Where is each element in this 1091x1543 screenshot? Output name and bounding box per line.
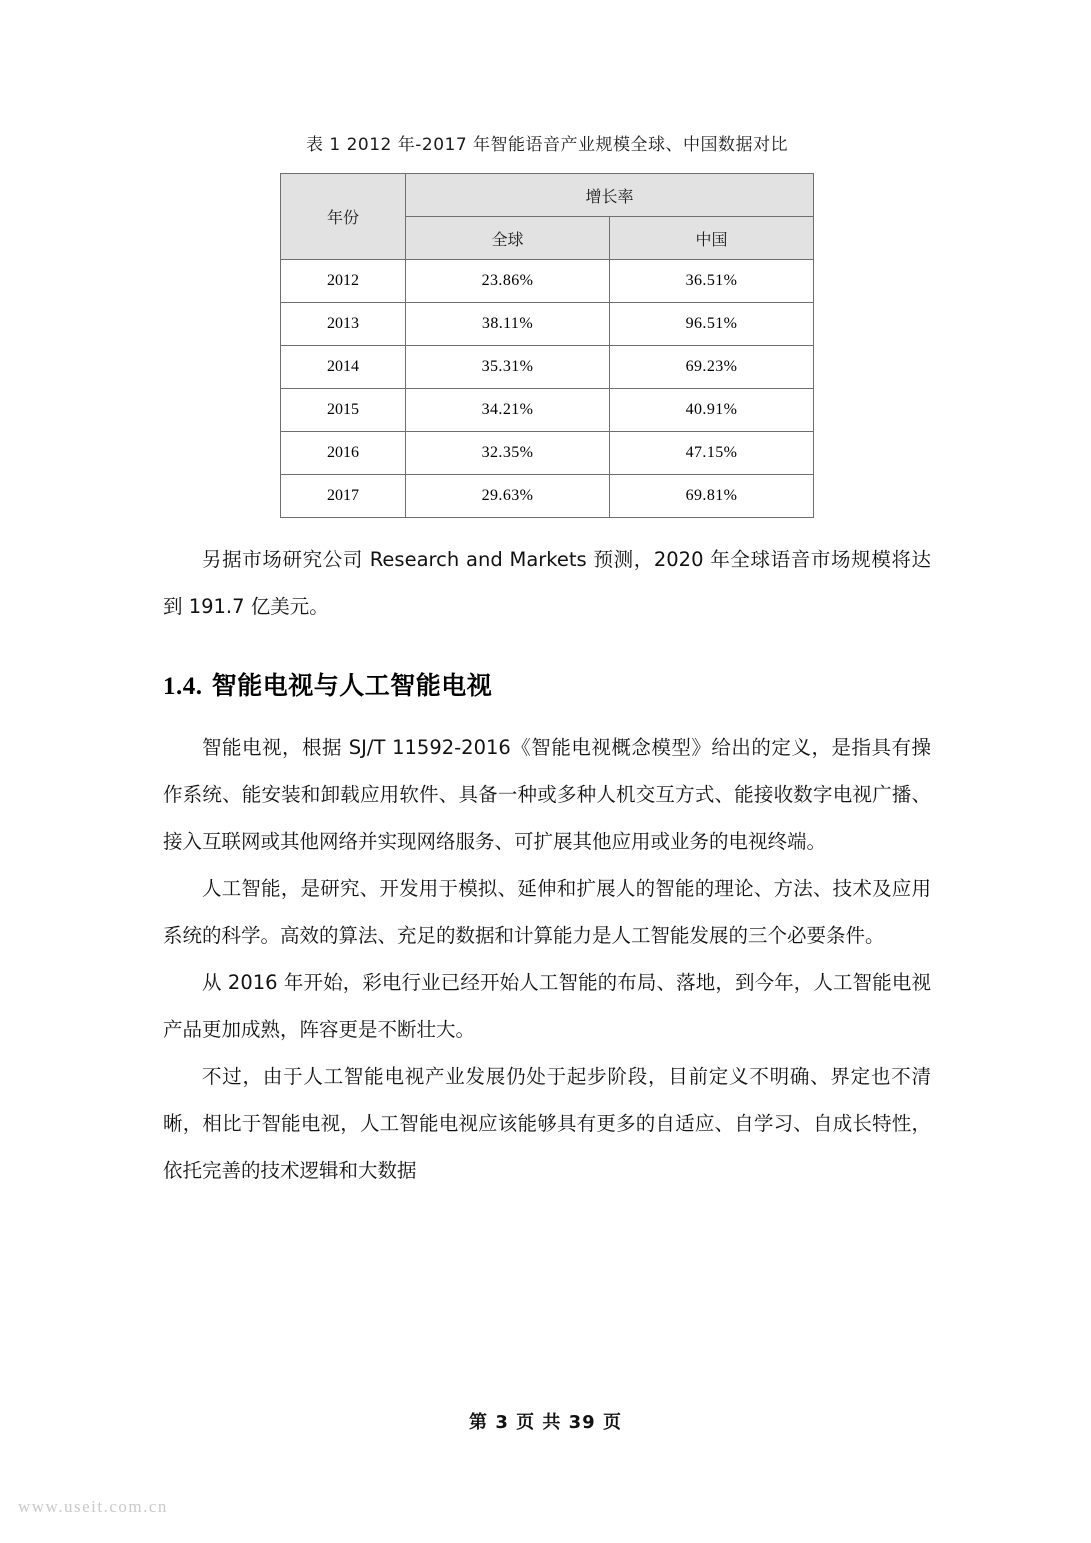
cell-year: 2012 [281,260,406,303]
section-heading [163,666,931,702]
table-row [281,389,814,432]
cell-year: 2015 [281,389,406,432]
paragraph-industry-status: 不过，由于人工智能电视产业发展仍处于起步阶段，目前定义不明确、界定也不清晰，相比于智能电视，人工智能电视应该能够具有更多的自适应、自学习、自成长特性，依托完善的技术逻辑和大数据 [163,1065,931,1182]
cell-global: 38.11% [406,303,610,346]
cell-china: 36.51% [610,260,814,303]
section-number: 1.4. [163,673,203,700]
cell-china: 69.81% [610,475,814,518]
cell-year: 2013 [281,303,406,346]
section-title-text: 智能电视与人工智能电视 [211,671,493,700]
table-header-row-1 [281,174,814,217]
cell-china: 69.23% [610,346,814,389]
paragraph-smart-tv-definition: 智能电视，根据 SJ/T 11592-2016《智能电视概念模型》给出的定义，是指具有操作系统、能安装和卸载应用软件、具备一种或多种人机交互方式、能接收数字电视广播、接入互联网或其他网络并实现网络服务、可扩展其他应用或业务的电视终端。 [163,736,931,853]
cell-china: 47.15% [610,432,814,475]
table-row [281,303,814,346]
paragraph-ai-definition: 人工智能，是研究、开发用于模拟、延伸和扩展人的智能的理论、方法、技术及应用系统的科学。高效的算法、充足的数据和计算能力是人工智能发展的三个必要条件。 [163,877,931,947]
cell-global: 23.86% [406,260,610,303]
table-header-year: 年份 [281,174,406,260]
page-footer: 第 3 页 共 39 页 [469,1412,622,1433]
table-header-china: 中国 [610,217,814,260]
cell-global: 34.21% [406,389,610,432]
cell-china: 40.91% [610,389,814,432]
table-header-global: 全球 [406,217,610,260]
table-row [281,432,814,475]
cell-year: 2014 [281,346,406,389]
page-content [163,0,931,1194]
table-row [281,475,814,518]
table-header-growth: 增长率 [406,174,814,217]
cell-year: 2016 [281,432,406,475]
table-row [281,346,814,389]
cell-year: 2017 [281,475,406,518]
speech-industry-table [280,173,814,518]
paragraph-industry-2016: 从 2016 年开始，彩电行业已经开始人工智能的布局、落地，到今年，人工智能电视产品更加成熟，阵容更是不断壮大。 [163,971,931,1041]
cell-global: 32.35% [406,432,610,475]
cell-china: 96.51% [610,303,814,346]
watermark: www.useit.com.cn [18,1497,168,1516]
table-caption: 表 1 2012 年-2017 年智能语音产业规模全球、中国数据对比 [305,135,789,155]
table-row [281,260,814,303]
paragraph-after-table: 另据市场研究公司 Research and Markets 预测，2020 年全球语音市场规模将达到 191.7 亿美元。 [163,548,931,618]
cell-global: 35.31% [406,346,610,389]
cell-global: 29.63% [406,475,610,518]
